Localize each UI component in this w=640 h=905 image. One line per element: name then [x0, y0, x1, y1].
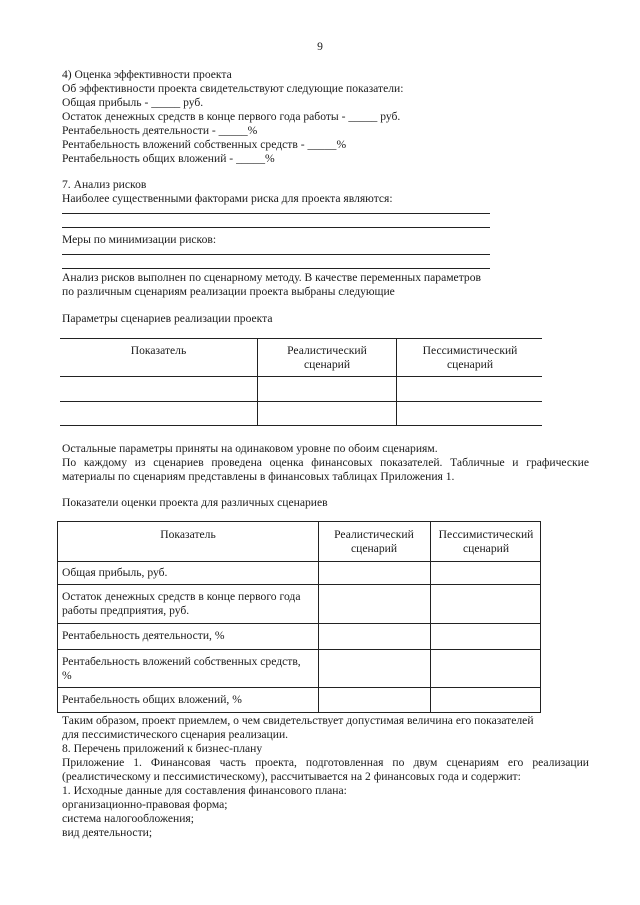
table-2-header-realistic: Реалистический сценарий — [334, 528, 414, 555]
conclusion-line-2: для пессимистического сценария реализации. — [62, 728, 289, 741]
table-1-title: Параметры сценариев реализации проекта — [62, 312, 273, 325]
risk-factors-label: Наиболее существенными факторами риска для проекта являются: — [62, 192, 393, 205]
table-2-row-label: Рентабельность деятельности, % — [62, 629, 225, 642]
table-1-header-realistic: Реалистический сценарий — [287, 344, 367, 371]
table-2-row-label: Остаток денежных средств в конце первого года работы предприятия, руб. — [62, 590, 301, 617]
appendix-1-line-1: Приложение 1. Финансовая часть проекта, подготовленная по двум сценариям его реализации — [62, 756, 589, 769]
table-1-header-pessimistic: Пессимистический сценарий — [422, 344, 518, 371]
section-4-heading: 4) Оценка эффективности проекта — [62, 68, 232, 81]
risk-measures-label: Меры по минимизации рисков: — [62, 233, 217, 246]
metric-total-investment-return: Рентабельность общих вложений - _____% — [62, 152, 275, 165]
risk-analysis-text-2: по различным сценариям реализации проекта выбраны следующие — [62, 285, 395, 298]
table-2-row-label: Рентабельность вложений собственных средств, % — [62, 655, 301, 682]
table-1-header-indicator: Показатель — [130, 344, 187, 357]
conclusion-line-1: Таким образом, проект приемлем, о чем свидетельствует допустимая величина его показателей — [62, 714, 534, 727]
table-2-header-indicator: Показатель — [160, 528, 216, 541]
section-8-heading: 8. Перечень приложений к бизнес-плану — [62, 742, 263, 755]
metric-total-profit: Общая прибыль - _____ руб. — [62, 96, 204, 109]
table-2-title: Показатели оценки проекта для различных сценариев — [62, 496, 328, 509]
section-7-heading: 7. Анализ рисков — [62, 178, 147, 191]
paragraph-scenarios-1: По каждому из сценариев проведена оценка финансовых показателей. Табличные и графические — [62, 456, 589, 469]
page-number: 9 — [317, 40, 323, 53]
metric-own-investment-return: Рентабельность вложений собственных средств - _____% — [62, 138, 347, 151]
sub-item-tax-system: система налогообложения; — [62, 812, 194, 825]
paragraph-equal-params: Остальные параметры приняты на одинаковом уровне по обоим сценариям. — [62, 442, 438, 455]
table-2-row-label: Общая прибыль, руб. — [62, 566, 168, 579]
sub-item-legal-form: организационно-правовая форма; — [62, 798, 228, 811]
metric-operating-profitability: Рентабельность деятельности - _____% — [62, 124, 258, 137]
paragraph-scenarios-2: материалы по сценариям представлены в финансовых таблицах Приложения 1. — [62, 470, 455, 483]
metric-cash-balance: Остаток денежных средств в конце первого года работы - _____ руб. — [62, 110, 401, 123]
table-2-row-label: Рентабельность общих вложений, % — [62, 693, 242, 706]
sub-item-activity-type: вид деятельности; — [62, 826, 153, 839]
table-2-header-pessimistic: Пессимистический сценарий — [438, 528, 534, 555]
appendix-1-line-2: (реалистическому и пессимистическому), рассчитывается на 2 финансовых года и содержит: — [62, 770, 521, 783]
list-item-initial-data: 1. Исходные данные для составления финансового плана: — [62, 784, 347, 797]
section-4-intro: Об эффективности проекта свидетельствуют следующие показатели: — [62, 82, 404, 95]
risk-analysis-text-1: Анализ рисков выполнен по сценарному методу. В качестве переменных параметров — [62, 271, 481, 284]
